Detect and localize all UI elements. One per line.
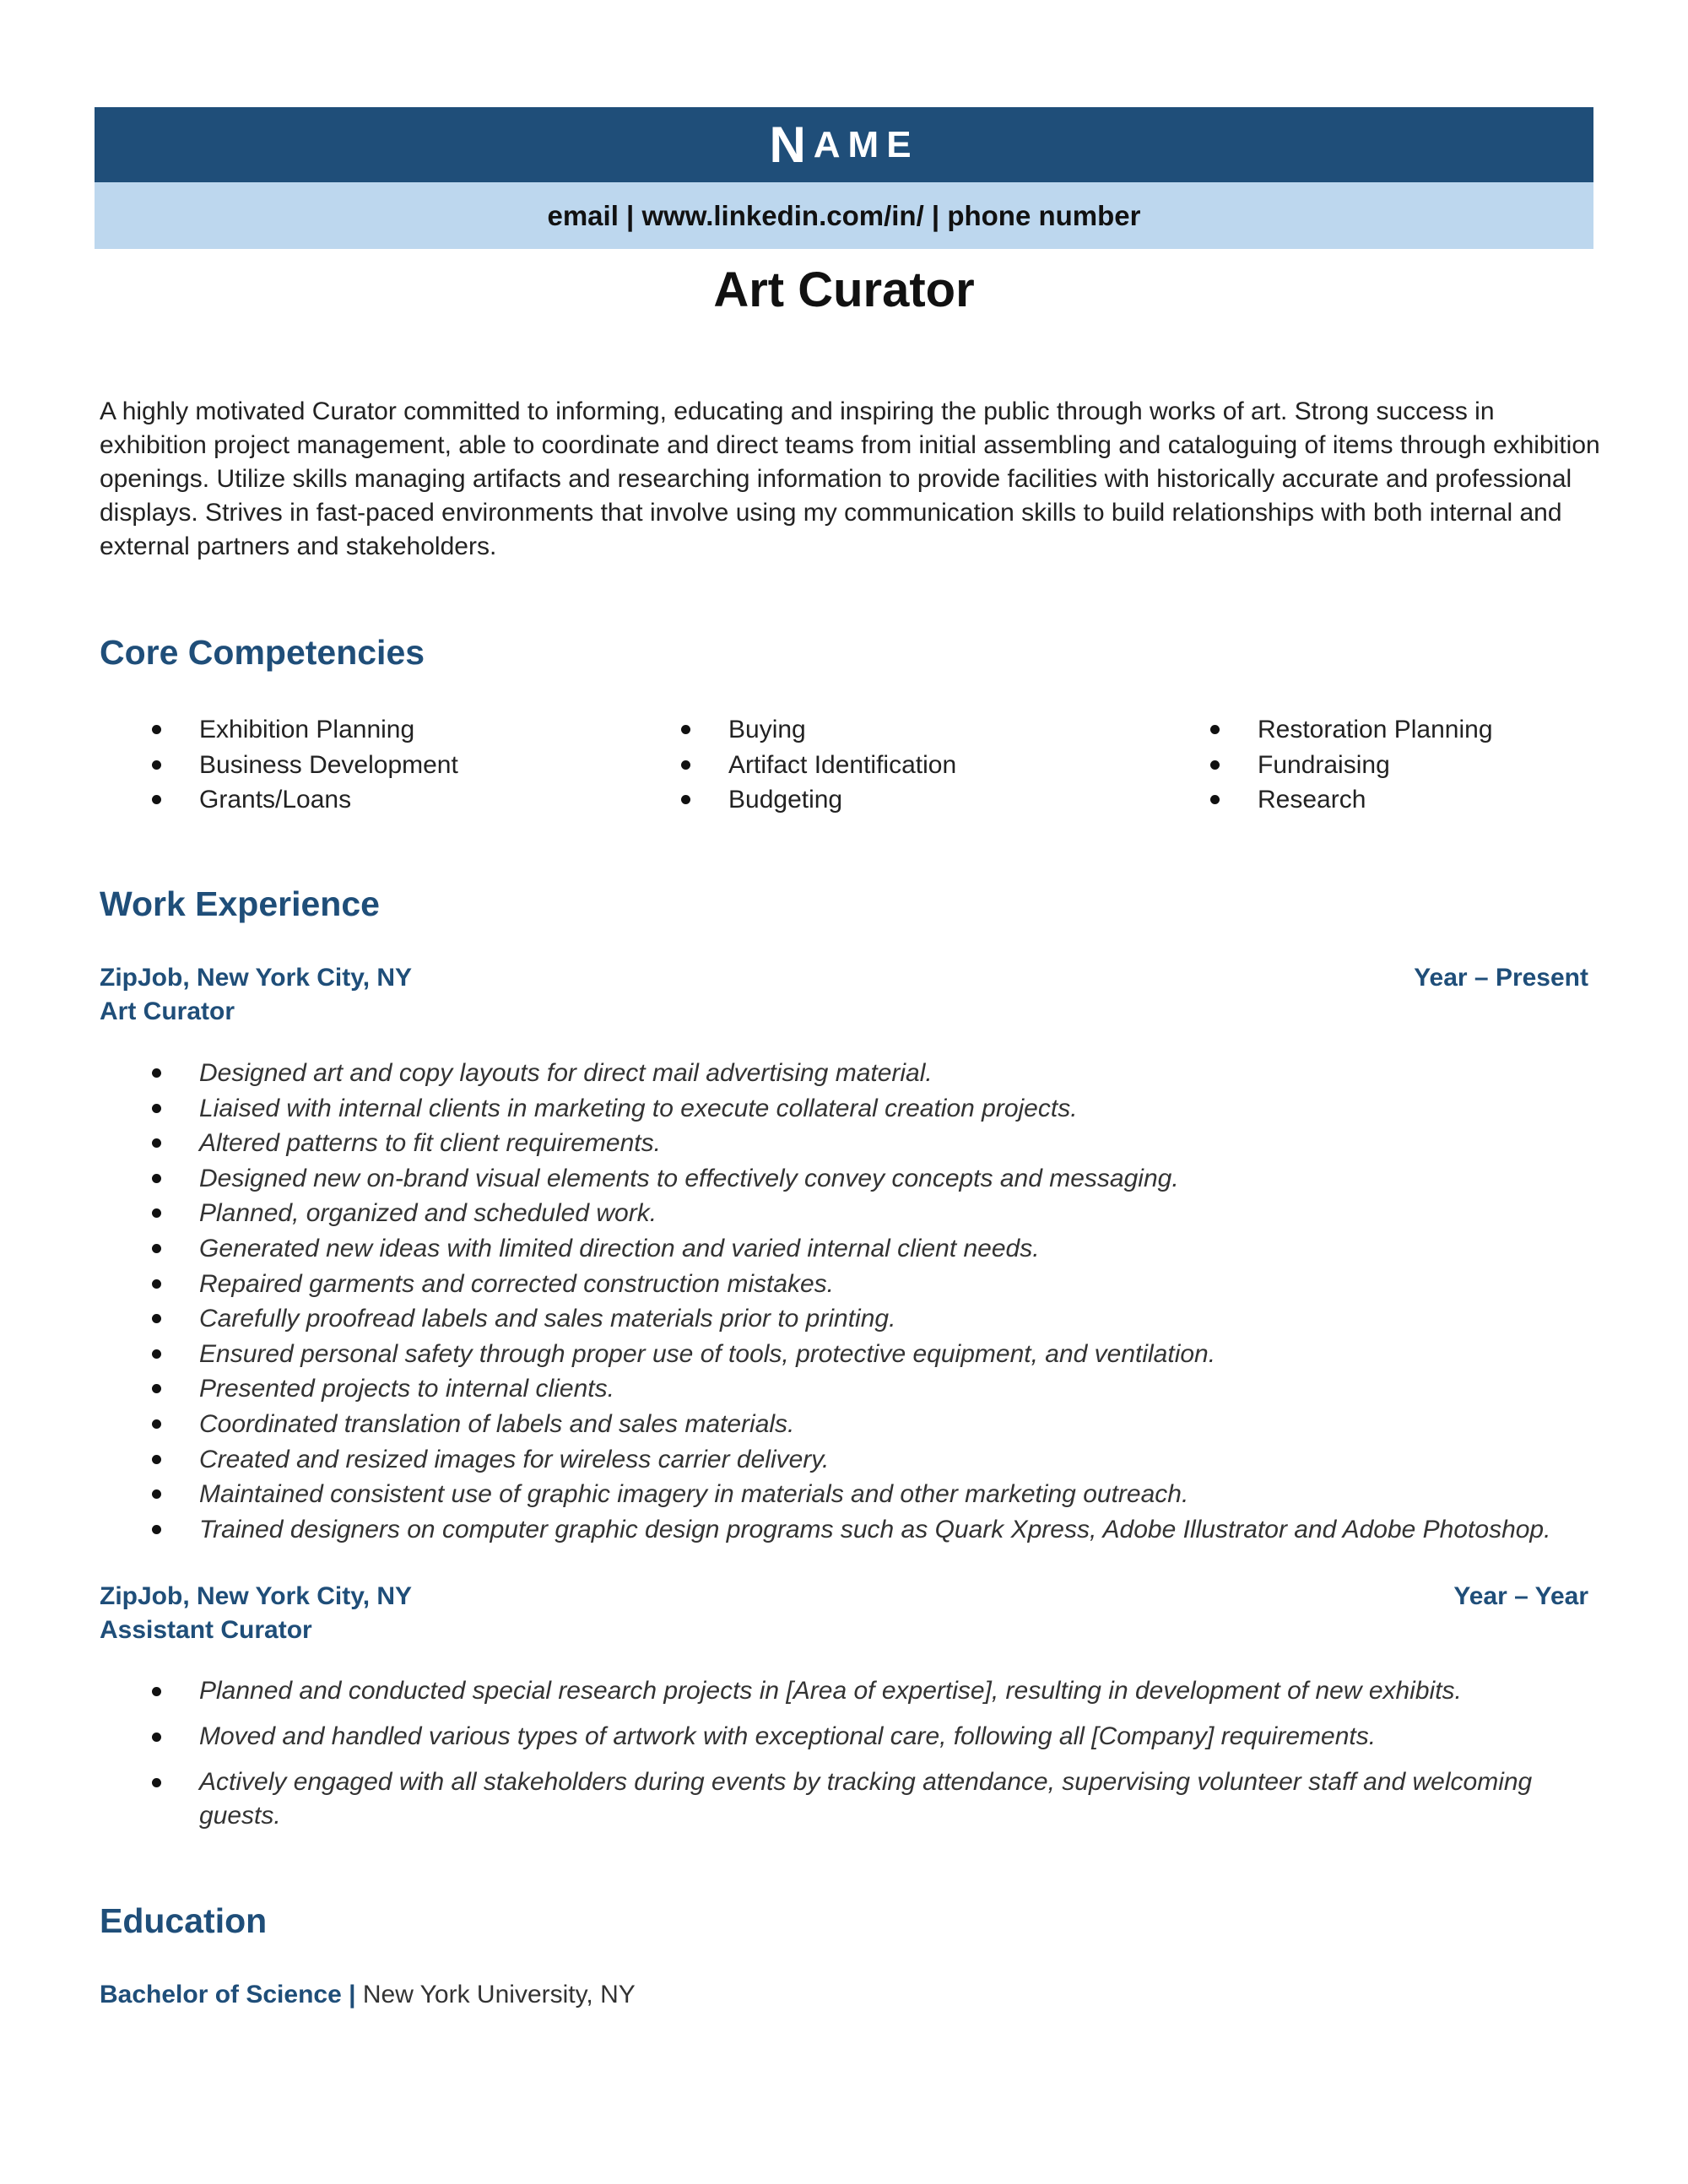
contact-info: email | www.linkedin.com/in/ | phone number [547,199,1141,231]
bullet-icon [152,795,161,804]
competency-item: Fundraising [1158,748,1493,783]
bullet-icon [681,725,690,734]
company-name: ZipJob, New York City, NY [100,1582,413,1610]
competency-item: Buying [629,712,956,748]
competency-column-2 [629,712,956,818]
job-bullet-list [0,1674,1604,1845]
competency-item: Exhibition Planning [100,712,458,748]
job-bullet: Generated new ideas with limited direction and varied internal client needs. [0,1231,1604,1267]
competency-item: Research [1158,782,1493,818]
bullet-icon [152,725,161,734]
resume-title: Art Curator [713,262,975,317]
bullet-icon [152,1489,161,1499]
job-bullet: Ensured personal safety through proper use of tools, protective equipment, and ventilation. [0,1337,1604,1372]
bullet-icon [152,1455,161,1464]
job-bullet: Created and resized images for wireless carrier delivery. [0,1442,1604,1478]
bullet-icon [152,1778,161,1787]
job-dates: Year – Year [1453,1582,1588,1610]
job-bullet-list [0,1056,1604,1547]
summary-paragraph: A highly motivated Curator committed to informing, educating and inspiring the public through works of art. Strong success in exhibition project management, able to coordinate and direct teams from initial assembling and cataloguing of items through exhibition openings. Utilize skills managing artifacts and researching information to provide facilities with historically accurate and professional displays. Strives in fast-paced environments that involve using my communication skills to build relationships with both internal and external partners and stakeholders. [100,397,1600,560]
company-name: ZipJob, New York City, NY [100,964,413,992]
education-entry [100,1981,636,2009]
job-role: Assistant Curator [100,1616,312,1644]
competency-item: Budgeting [629,782,956,818]
competency-item: Grants/Loans [100,782,458,818]
bullet-icon [152,1384,161,1393]
bullet-icon [681,795,690,804]
name-rest: AME [813,123,919,165]
job-bullet: Designed new on-brand visual elements to effectively convey concepts and messaging. [0,1161,1604,1197]
job-dates: Year – Present [1414,964,1588,992]
job-bullet: Moved and handled various types of artwork with exceptional care, following all [Company] requirements. [0,1720,1604,1754]
job-bullet: Presented projects to internal clients. [0,1371,1604,1407]
job-bullet: Designed art and copy layouts for direct mail advertising material. [0,1056,1604,1091]
competencies-grid [0,712,1688,822]
bullet-icon [152,1733,161,1742]
job-bullet: Maintained consistent use of graphic imagery in materials and other marketing outreach. [0,1477,1604,1512]
bullet-icon [152,1349,161,1359]
school: New York University, NY [362,1981,636,2008]
bullet-icon [1210,725,1220,734]
name-banner [95,107,1593,182]
bullet-icon [152,1138,161,1148]
bullet-icon [1210,760,1220,770]
job-bullet: Trained designers on computer graphic design programs such as Quark Xpress, Adobe Illustrator and Adobe Photoshop. [0,1512,1604,1548]
education-heading: Education [100,1901,268,1940]
bullet-icon [152,1104,161,1113]
core-competencies-heading: Core Competencies [100,633,425,672]
competency-column-3 [1158,712,1493,818]
work-experience-heading: Work Experience [100,884,380,923]
job-header [100,1582,1588,1653]
job-bullet: Repaired garments and corrected construction mistakes. [0,1267,1604,1302]
bullet-icon [152,1068,161,1078]
bullet-icon [152,1208,161,1218]
bullet-icon [152,760,161,770]
job-header [100,964,1588,1035]
bullet-icon [152,1525,161,1534]
job-role: Art Curator [100,997,235,1025]
job-bullet: Coordinated translation of labels and sales materials. [0,1407,1604,1442]
job-bullet: Actively engaged with all stakeholders during events by tracking attendance, supervising volunteer staff and welcoming guests. [0,1765,1604,1833]
competency-column-1 [100,712,458,818]
job-bullet: Altered patterns to fit client requirements. [0,1126,1604,1161]
bullet-icon [681,760,690,770]
bullet-icon [152,1279,161,1289]
job-bullet: Liaised with internal clients in marketing to execute collateral creation projects. [0,1091,1604,1127]
bullet-icon [152,1687,161,1696]
job-bullet: Planned and conducted special research projects in [Area of expertise], resulting in development of new exhibits. [0,1674,1604,1708]
job-bullet: Carefully proofread labels and sales materials prior to printing. [0,1301,1604,1337]
bullet-icon [152,1314,161,1323]
job-bullet: Planned, organized and scheduled work. [0,1196,1604,1231]
bullet-icon [152,1174,161,1183]
competency-item: Artifact Identification [629,748,956,783]
bullet-icon [152,1419,161,1429]
contact-bar [95,182,1593,249]
competency-item: Business Development [100,748,458,783]
bullet-icon [152,1244,161,1253]
degree: Bachelor of Science | [100,1981,363,2008]
competency-item: Restoration Planning [1158,712,1493,748]
bullet-icon [1210,795,1220,804]
name-initial: N [769,116,814,173]
